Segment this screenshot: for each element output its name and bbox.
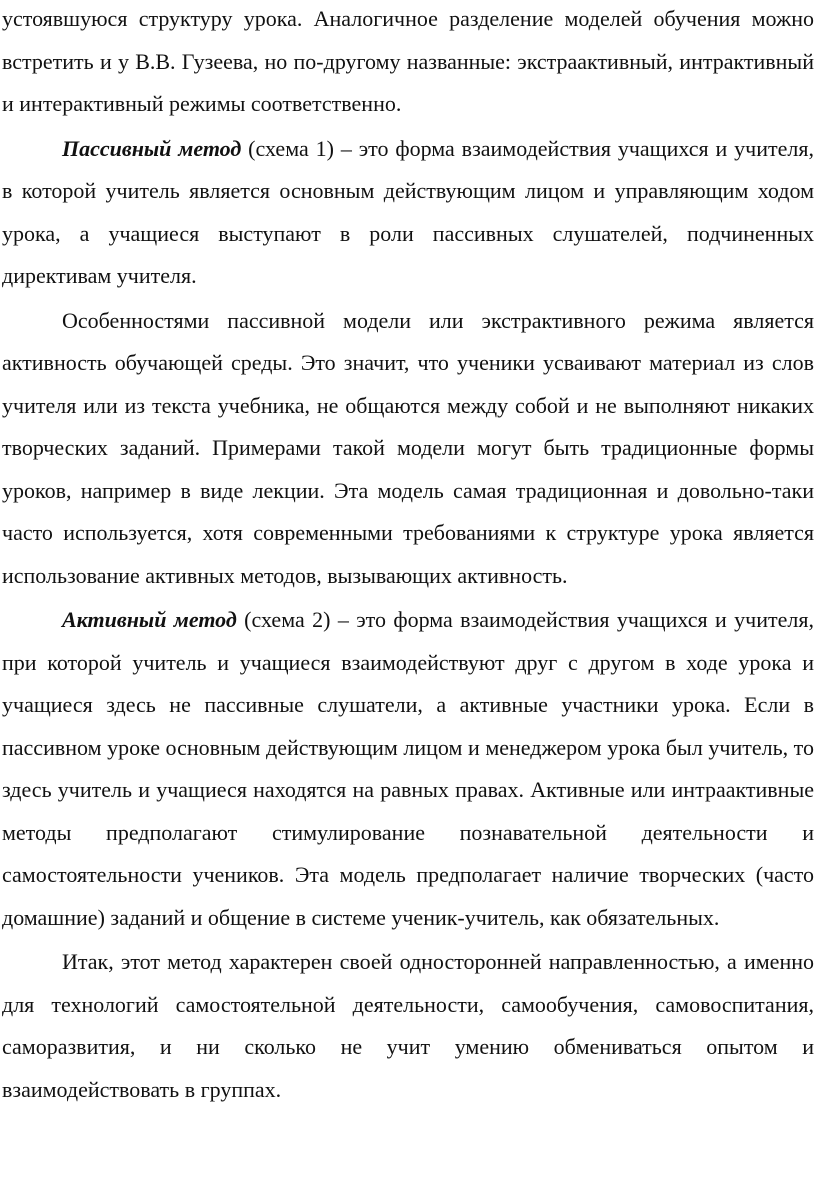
paragraph-continuation — [2, 0, 814, 126]
term-active-method: Активный метод — [62, 607, 237, 632]
paragraph-passive-method — [2, 128, 814, 298]
term-passive-method: Пассивный метод — [62, 135, 242, 161]
paragraph-active-method — [2, 599, 814, 939]
paragraph-text: (схема 1) – это форма взаимодействия учащихся и учителя, в которой учитель является основным действующим лицом и управляющим ходом урока, а учащиеся выступают в роли пассивных слушателей, подчиненных директивам учителя. — [2, 135, 814, 288]
paragraph-passive-model-features — [2, 300, 814, 598]
paragraph-text: (схема 2) – это форма взаимодействия учащихся и учителя, при которой учитель и учащиеся взаимодействуют друг с другом в ходе урока и учащиеся здесь не пассивные слушатели, а активные участники урока. Если в пассивном уроке основным действующим лицом и менеджером урока был учитель, то здесь учитель и учащиеся находятся на равных правах. Активные или интраактивные методы предполагают стимулирование познавательной деятельности и самостоятельности учеников. Эта модель предполагает наличие творческих (часто домашние) заданий и общение в системе ученик-учитель, как обязательных. — [2, 607, 814, 930]
paragraph-conclusion — [2, 941, 814, 1111]
paragraph-text: устоявшуюся структуру урока. Аналогичное разделение моделей обучения можно встретить и у В.В. Гузеева, но по-другому названные: экстраактивный, интрактивный и интерактивный режимы соответственно. — [2, 6, 814, 116]
paragraph-text: Итак, этот метод характерен своей односторонней направленностью, а именно для технологий самостоятельной деятельности, самообучения, самовоспитания, саморазвития, и ни сколько не учит умению обмениваться опытом и взаимодействовать в группах. — [2, 949, 814, 1102]
paragraph-text: Особенностями пассивной модели или экстрактивного режима является активность обучающей среды. Это значит, что ученики усваивают материал из слов учителя или из текста учебника, не общаются между собой и не выполняют никаких творческих заданий. Примерами такой модели могут быть традиционные формы уроков, например в виде лекции. Эта модель самая традиционная и довольно-таки часто используется, хотя современными требованиями к структуре урока является использование активных методов, вызывающих активность. — [2, 307, 814, 588]
